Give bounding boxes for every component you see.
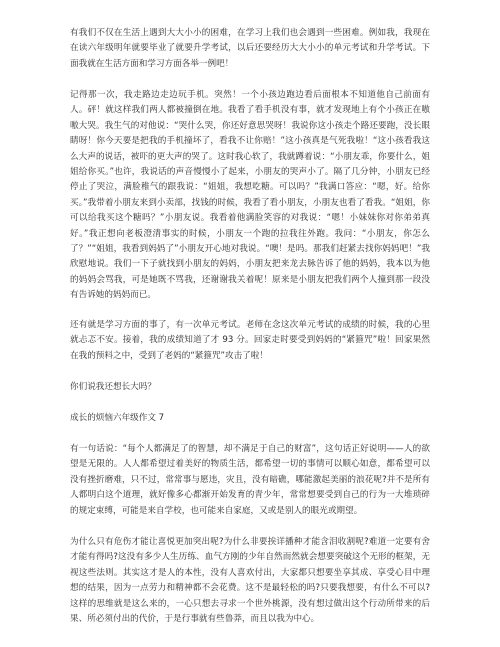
essay-title: 成长的烦恼六年级作文 7: [70, 413, 165, 423]
paragraph-desire: 有一句话说：“每个人都满足了的智慧，却不满足于自己的财富”，这句话正好说明——人的欲望是无限的。人人都希望过着美好的物质生活，都希望一切的事情可以顺心如意，都希望可以没有挫折磨难，只不过，常常事与愿违，灾且，没有暗礁，哪能激起美丽的浪花呢?并不是所有人都明白这个道理，就好像多心都渐开始发育的青少年，常常想要受到自己的行为一大堆琐碎的规定束缚，可能是来自学校，也可能来自家庭，又或是别人的眼光或期望。: [70, 444, 430, 516]
paragraph-phone-story: 记得那一次，我走路边走边玩手机。突然！一个小孩边跑边看后面根本不知道他自己前面有人。砰！就这样我们两人都被撞倒在地。我看了看手机没有事，就才发现地上有个小孩正在嗷嗷大哭。我生气的对他说：“哭什么哭，你还好意思哭呀！我说你这小孩走个路还要跑，没长眼睛呀！你今天要是把我的手机撞坏了，看我不让你赔！”这小孩真是气死我啦！“这小孩看我这么大声的说话，被吓的更大声的哭了。这时我心软了，我就蹲着说：“小朋友乖，你要什么，姐姐给你买。”也许，我说话的声音慢慢小了起来，小朋友的哭声小了。隔了几分钟，小朋友已经停止了哭泣，满脸稚气的跟我说：“姐姐，我想吃糖。可以吗？”我满口答应：“嗯，好。给你买。”我带着小朋友来到小卖部，找钱的时候，我看了看小朋友，小朋友也看了看我。“姐姐，你可以给我买这个糖吗？”小朋友说。我看着他满脸笑容的对我说：“嗯！小妹妹你对你弟弟真好。”我正想向老板澄清事实的时候，小朋友一个跑的拉我往外跑。我问：“小朋友，你怎么了？”“姐姐，我看到妈妈了”小朋友开心地对我说。“噢！是吗。那我们赶紧去找你妈妈吧！”我欣慰地说。我们一下子就找到小朋友的妈妈，小朋友把来龙去脉告诉了他的妈妈，我本以为他的妈妈会骂我，可是她既不骂我，还谢谢我关着呢！原来是小朋友把我们两个人撞到那一段没有告诉她的妈妈而已。: [70, 90, 430, 301]
paragraph-exam-story: 还有就是学习方面的事了，有一次单元考试。老师在念这次单元考试的成绩的时候，我的心里就忐忑不安。接着，我的成绩知道了才 93 分。回家走时要受到妈妈的“紧箍咒”啦！回家果然在我的预料之中，受到了老妈的“紧箍咒”攻击了啦！: [70, 320, 430, 361]
paragraph-intro: 有我们不仅在生活上遇到大大小小的困难，在学习上我们也会遇到一些困难。例如我，我现在在读六年级明年就要毕业了就要升学考试，以后还要经历大大小小的单元考试和升学考试。下面我就在生活方面和学习方面各举一例吧！: [70, 28, 430, 69]
question-line: 你们说我还想长大吗？: [70, 382, 156, 392]
paragraph-growth: 为什么只有危伤才能让喜悦更加突出呢?为什么非要挨详播种才能含泪收割呢?难道一定要有舍才能有得吗?这没有多少人生历练、血气方刚的少年自然而然就会想要突破这个无形的框架，无视这些法则。其实这才是人的本性，没有人喜欢付出，大家都只想要坐享其成、享受心目中理想的结果，因为一点劳力和精神都不会花费。这不是最轻松的吗?只要我想要，有什么不可以?这样的思维就是这么来的，一心只想去寻求一个世外桃源，没有想过做出这个行动所带来的后果、所必须付出的代价，于是行事就有些鲁莽，而且以我为中心。: [70, 537, 430, 625]
